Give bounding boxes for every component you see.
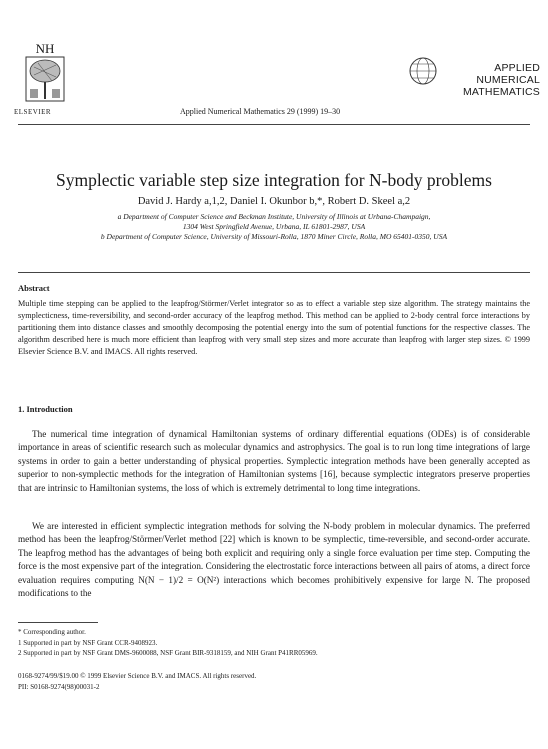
publisher-logo <box>20 42 70 114</box>
pii-line: PII: S0168-9274(98)00031-2 <box>18 682 100 691</box>
header-divider <box>18 124 530 125</box>
abstract-heading: Abstract <box>18 283 50 293</box>
affiliation-a-line2: 1304 West Springfield Avenue, Urbana, IL 61801-2987, USA <box>182 222 366 231</box>
journal-citation: Applied Numerical Mathematics 29 (1999) 19–30 <box>180 107 341 116</box>
footnote-2: 2 Supported in part by NSF Grant DMS-9600088, NSF Grant BIR-9318159, and NIH Grant P41RR05969. <box>18 649 318 657</box>
abstract-text: Multiple time stepping can be applied to the leapfrog/Störmer/Verlet integrator so as to effect a variable step size algorithm. The strategy maintains the symplecticness, time-reversibility, and second-order accuracy of the leapfrog method. This method can be applied to 2-body central force interactions by partitioning them into distance classes and smoothly decomposing the potential energy into the sum of potential functions for the respective classes. The algorithm described here is much more efficient than leapfrog with very small step sizes and more accurate than leapfrog with larger step sizes. © 1999 Elsevier Science B.V. and IMACS. All rights reserved. <box>18 299 530 356</box>
journal-logo-line-3: MATHEMATICS <box>462 86 540 98</box>
paper-title: Symplectic variable step size integration for N-body problems <box>56 170 492 190</box>
journal-logo-line-1: APPLIED <box>494 62 540 74</box>
intro-paragraph-2: We are interested in efficient symplectic integration methods for solving the N-body problem in molecular dynamics. The preferred method has been the leapfrog/Störmer/Verlet method [22] which is known to be symplectic, time-reversible, and second-order accurate. The leapfrog method has the advantages of being both explicit and requiring only a single force evaluation per time step. Computing the force is the most expensive part of the integration. Considering the electrostatic force interactions between all pairs of atoms, a direct force evaluation requires computing N(N − 1)/2 = O(N²) interactions which becomes prohibitively expensive for large N. The proposed modifications to the <box>18 521 530 599</box>
footnote-divider <box>18 622 98 623</box>
publisher-logo-text: NH <box>35 41 55 56</box>
intro-paragraph-1: The numerical time integration of dynamical Hamiltonian systems of ordinary differential equations (ODEs) is of considerable importance in areas of scientific research such as molecular dynamics and astrophysics. The goal is to run long time integrations of large systems in order to gain a better understanding of physical properties. Symplectic integration methods have been generally accepted as superior to non-symplectic methods for the integration of Hamiltonian systems [16], because symplectic integrators preserve properties that are intrinsic to Hamiltonian systems, the loss of which is extremely detrimental to long time integrations. <box>18 429 530 493</box>
publisher-name: ELSEVIER <box>14 108 52 116</box>
copyright-block <box>18 671 530 692</box>
author-list: David J. Hardy a,1,2, Daniel I. Okunbor b,*, Robert D. Skeel a,2 <box>137 196 411 207</box>
abstract-divider <box>18 272 530 273</box>
journal-globe-icon <box>408 56 438 86</box>
footnote-corresponding: * Corresponding author. <box>18 628 86 636</box>
copyright-line: 0168-9274/99/$19.00 © 1999 Elsevier Science B.V. and IMACS. All rights reserved. <box>18 672 257 680</box>
introduction-heading: 1. Introduction <box>18 404 73 414</box>
journal-logo-line-2: NUMERICAL <box>476 74 540 86</box>
footnotes <box>18 627 530 659</box>
affiliation-a-line1: a Department of Computer Science and Beckman Institute, University of Illinois at Urbana-Champaign, <box>117 212 431 221</box>
footnote-1: 1 Supported in part by NSF Grant CCR-9408923. <box>18 638 158 647</box>
elsevier-tree-icon <box>20 55 70 107</box>
affiliation-b: b Department of Computer Science, University of Missouri-Rolla, 1870 Miner Circle, Rolla, MO 65401-0350, USA <box>100 232 448 241</box>
journal-logo-title <box>440 62 540 98</box>
